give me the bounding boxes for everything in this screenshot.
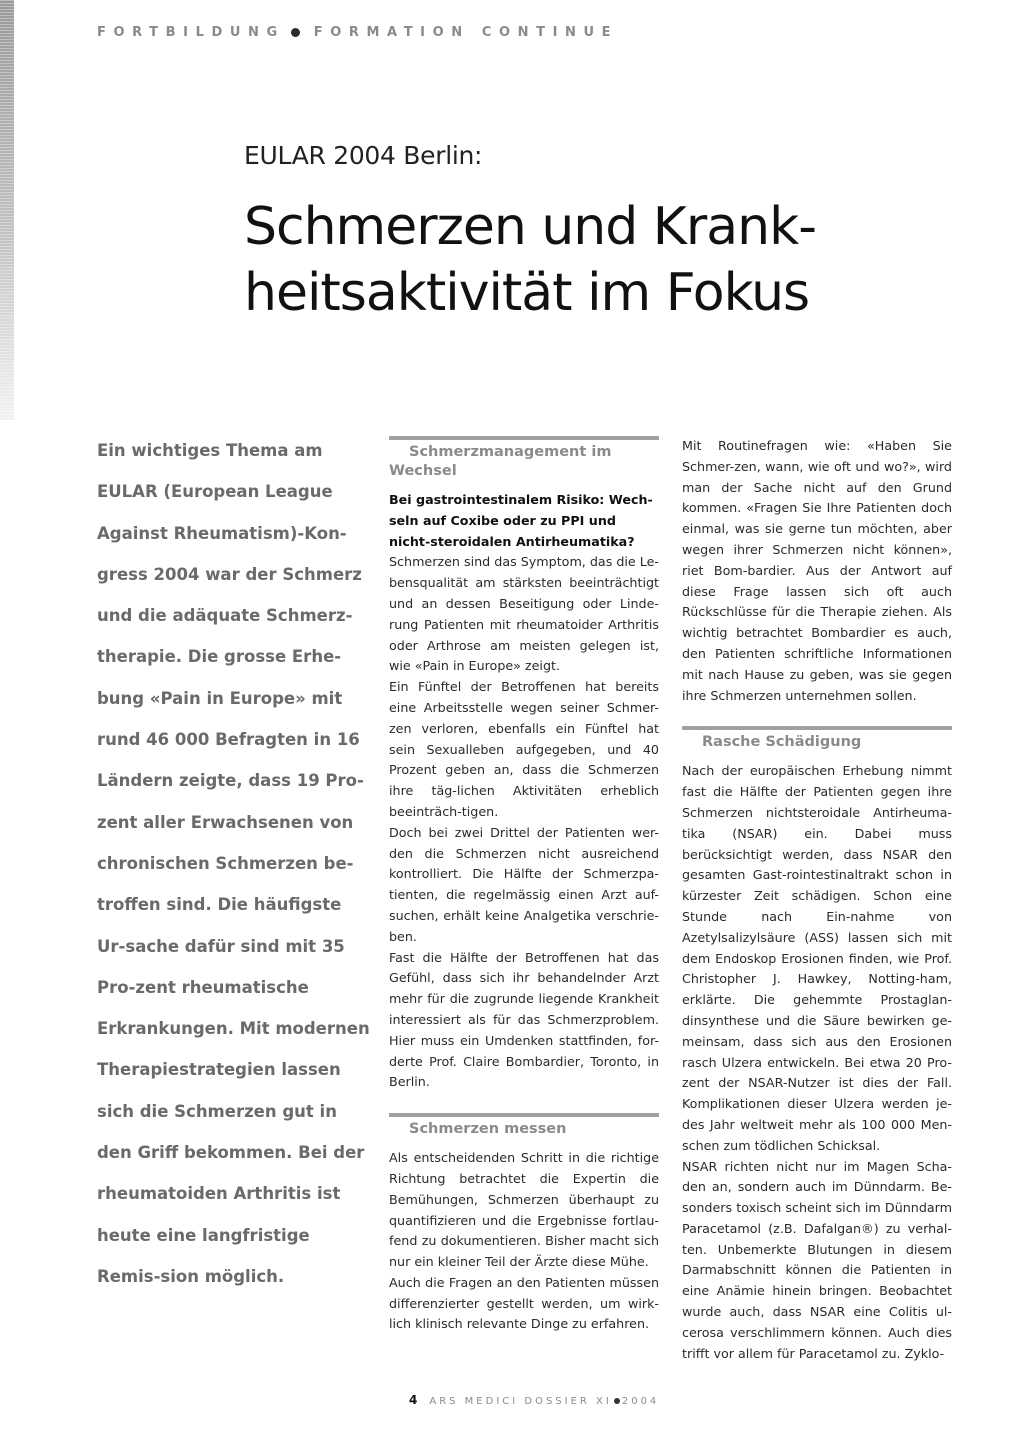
running-head-right: FORMATION CONTINUE [313, 25, 619, 40]
paragraph: Mit Routinefragen wie: «Haben Sie Schmer-zen, wann, wie oft und wo?», wird man der Sache nicht auf den Grund kommen. «Fragen Sie Ihre Patienten doch einmal, was sie gerne tun möchten, aber wegen ihrer Schmerzen nicht können», riet Bom-bardier. Aus der Antwort auf diese Frage lassen sich oft auch Rückschlüsse für die Therapie ziehen. Als wichtig betrachtet Bombardier es auch, den Patienten schriftliche Informationen mit nach Hause zu geben, was sie gegen ihre Schmerzen unternehmen sollen. [682, 438, 952, 703]
article-kicker: EULAR 2004 Berlin: [244, 141, 483, 170]
text-column-1 [389, 436, 659, 1335]
paragraph: NSAR richten nicht nur im Magen Scha-den an, sondern auch im Dünndarm. Be-sonders toxisch scheint sich im Dünndarm Paracetamol (z.B. Dafalgan®) zu verhal-ten. Unbemerkte Blutungen in diesem Darmabschnitt können die Patienten in eine Anämie hinein bringen. Beobachtet wurde auch, dass NSAR eine Colitis ul-cerosa verschlimmern können. Auch dies trifft vor allem für Paracetamol zu. Zyklo- [682, 1158, 952, 1361]
section-heading-schmerzen-messen: Schmerzen messen [389, 1113, 659, 1139]
footer-dot-icon [614, 1398, 620, 1404]
paragraph: Schmerzen sind das Symptom, das die Le-bensqualität am stärksten beeinträchtigt und an dessen Beseitigung oder Linde-rung Patienten mit rheumatoider Arthritis oder Arthrose am meisten gelegen ist, wie «Pain in Europe» zeigt. [389, 554, 659, 674]
heading-line-1: Schmerzmanagement im [409, 444, 612, 460]
article-title [244, 194, 964, 326]
bold-intro: Bei gastrointestinalem Risiko: Wech-seln auf Coxibe oder zu PPI und nicht-steroidalen Antirheumatika? [389, 492, 653, 549]
paragraph: Fast die Hälfte der Betroffenen hat das Gefühl, dass sich ihr behandelnder Arzt mehr für die zugrunde liegende Krankheit interessiert als für das Schmerzproblem. Hier muss ein Umdenken stattfinden, for-derte Prof. Claire Bombardier, Toronto, in Berlin. [389, 949, 659, 1090]
page-footer [409, 1393, 659, 1407]
page-edge-bar [0, 0, 14, 420]
section-heading-rasche-schaedigung: Rasche Schädigung [682, 726, 952, 752]
text-column-2 [682, 436, 952, 1364]
paragraph: Auch die Fragen an den Patienten müssen differenzierter gestellt werden, um wirk-lich klinisch relevante Dinge zu erfahren. [389, 1274, 659, 1332]
paragraph: Als entscheidenden Schritt in die richtige Richtung betrachtet die Expertin die Bemühungen, Schmerzen überhaupt zu quantifizieren und die Ergebnisse fortlau-fend zu dokumentieren. Bisher macht sich nur ein kleiner Teil der Ärzte diese Mühe. [389, 1150, 659, 1270]
title-line-2: heitsaktivität im Fokus [244, 263, 810, 323]
title-line-1: Schmerzen und Krank- [244, 197, 816, 257]
running-head-left: FORTBILDUNG [97, 25, 285, 40]
bullet-dot-icon [291, 28, 300, 37]
paragraph: Nach der europäischen Erhebung nimmt fast die Hälfte der Patienten gegen ihre Schmerzen nichtsteroidale Antirheuma-tika (NSAR) ein. Dabei muss berücksichtigt werden, dass NSAR den gesamten Gast-rointestinaltrakt schon in kürzester Zeit schädigen. Schon eine Stunde nach Ein-nahme von Azetylsalizylsäure (ASS) lassen sich mit dem Endoskop Erosionen finden, wie Prof. Christopher J. Hawkey, Notting-ham, erklärte. Die gehemmte Prostaglan-dinsynthese und die Säure bewirken ge-meinsam, dass sich aus den Erosionen rasch Ulzera entwickeln. Bei etwa 20 Pro-zent der NSAR-Nutzer ist dies der Fall. Komplikationen dieser Ulzera werden je-des Jahr weltweit mehr als 100 000 Men-schen zum tödlichen Schicksal. [682, 763, 952, 1153]
publication-name: ARS MEDICI DOSSIER XI [429, 1396, 612, 1407]
page-number: 4 [409, 1393, 418, 1407]
running-head [97, 25, 618, 40]
section-heading-schmerzmanagement [389, 436, 659, 481]
paragraph: Doch bei zwei Drittel der Patienten wer-den die Schmerzen nicht ausreichend kontrolliert. Die Hälfte der Schmerzpa-tienten, die regelmässig einen Arzt auf-suchen, erhält keine Analgetika verschrie-ben. [389, 824, 659, 944]
publication-year: 2004 [621, 1396, 660, 1407]
article-lead: Ein wichtiges Thema am EULAR (European League Against Rheumatism)-Kon-gress 2004 war der Schmerz und die adäquate Schmerz-therapie. Die grosse Erhe-bung «Pain in Europe» mit rund 46 000 Befragten in 16 Ländern zeigte, dass 19 Pro-zent aller Erwachsenen von chronischen Schmerzen be-troffen sind. Die häufigste Ur-sache dafür sind mit 35 Pro-zent rheumatische Erkrankungen. Mit modernen Therapiestrategien lassen sich die Schmerzen gut in den Griff bekommen. Bei der rheumatoiden Arthritis ist heute eine langfristige Remis-sion möglich. [97, 441, 370, 1286]
heading-line-2: Wechsel [389, 463, 457, 479]
paragraph: Ein Fünftel der Betroffenen hat bereits eine Arbeitsstelle wegen seiner Schmer-zen verloren, ebenfalls ein Fünftel hat sein Sexualleben aufgegeben, und 40 Prozent geben an, dass die Schmerzen ihre täg-lichen Aktivitäten erheblich beeinträch-tigen. [389, 679, 659, 819]
